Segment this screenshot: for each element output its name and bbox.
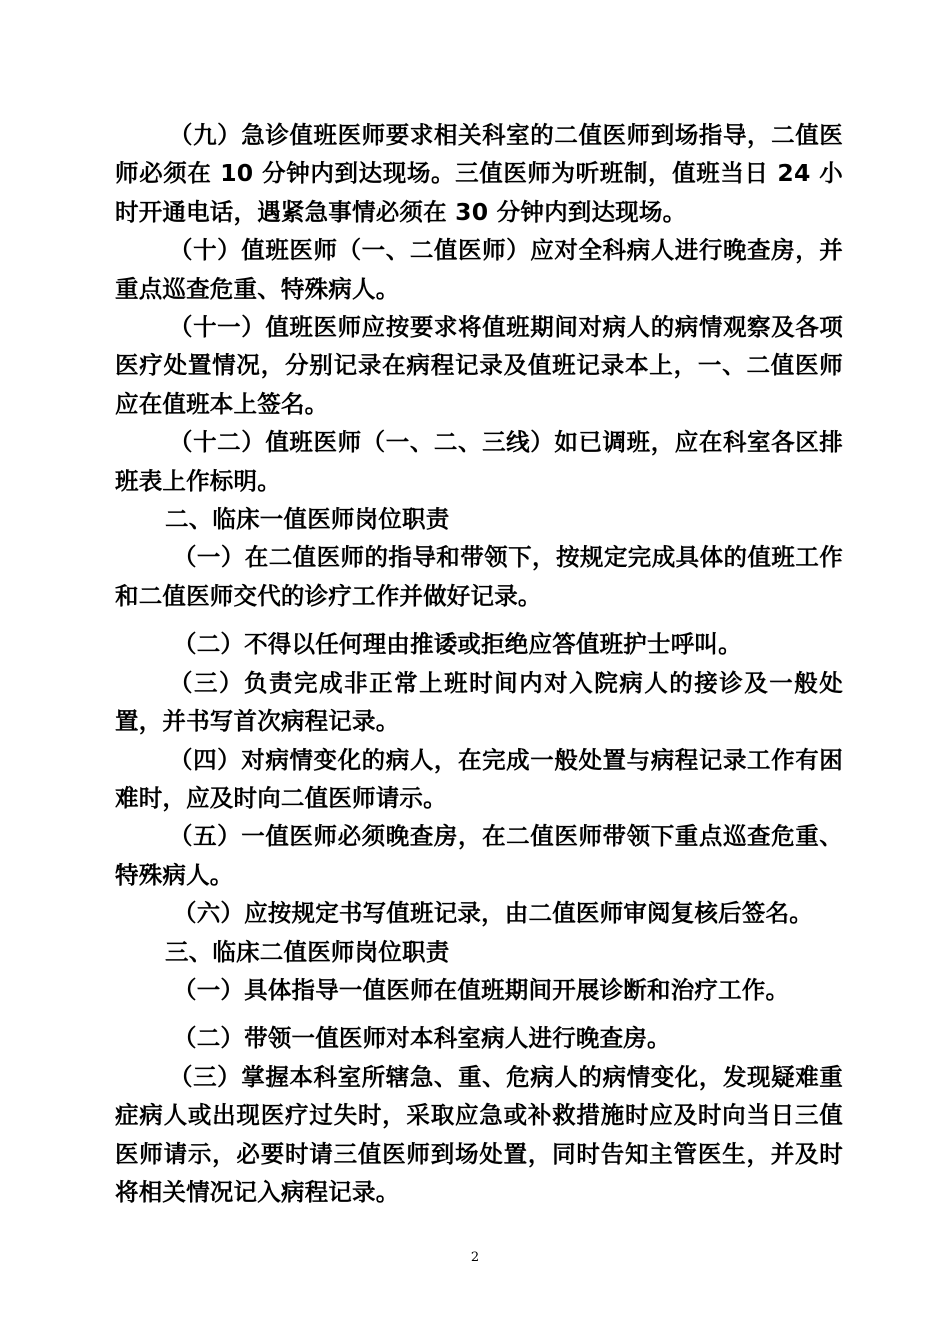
paragraph-duty1-item-6: （六）应按规定书写值班记录，由二值医师审阅复核后签名。 [173,899,813,928]
paragraph-duty1-item-4: （四）对病情变化的病人，在完成一般处置与病程记录工作有困难时，应及时向二值医师请示。 [115,745,843,812]
paragraph-item-12: （十二）值班医师（一、二、三线）如已调班，应在科室各区排班表上作标明。 [115,428,843,495]
section-heading-2: 二、临床一值医师岗位职责 [165,505,450,534]
paragraph-duty2-item-1: （一）具体指导一值医师在值班期间开展诊断和治疗工作。 [173,975,790,1004]
paragraph-duty1-item-3: （三）负责完成非正常上班时间内对入院病人的接诊及一般处置，并书写首次病程记录。 [115,668,843,736]
paragraph-item-11: （十一）值班医师应按要求将值班期间对病人的病情观察及各项医疗处置情况，分别记录在病程记录及值班记录本上，一、二值医师应在值班本上签名。 [115,313,843,418]
document-body [115,116,843,1211]
paragraph-item-9: （九）急诊值班医师要求相关科室的二值医师到场指导，二值医师必须在 10 分钟内到达现场。三值医师为听班制，值班当日 24 小时开通电话，遇紧急事情必须在 30 分钟内到达现场。 [115,121,843,226]
paragraph-duty2-item-3: （三）掌握本科室所辖急、重、危病人的病情变化，发现疑难重症病人或出现医疗过失时，采取应急或补救措施时应及时向当日三值医师请示，必要时请三值医师到场处置，同时告知主管医生，并及时将相关情况记入病程记录。 [115,1062,843,1206]
page-number: 2 [470,1250,480,1265]
paragraph-duty1-item-2: （二）不得以任何理由推诿或拒绝应答值班护士呼叫。 [173,630,742,659]
paragraph-item-10: （十）值班医师（一、二值医师）应对全科病人进行晚查房，并重点巡查危重、特殊病人。 [115,236,843,303]
section-heading-3: 三、临床二值医师岗位职责 [165,937,450,966]
paragraph-duty1-item-5: （五）一值医师必须晚查房，在二值医师带领下重点巡查危重、特殊病人。 [115,822,843,889]
paragraph-duty1-item-1: （一）在二值医师的指导和带领下，按规定完成具体的值班工作和二值医师交代的诊疗工作并做好记录。 [115,543,843,610]
paragraph-duty2-item-2: （二）带领一值医师对本科室病人进行晚查房。 [173,1024,671,1053]
